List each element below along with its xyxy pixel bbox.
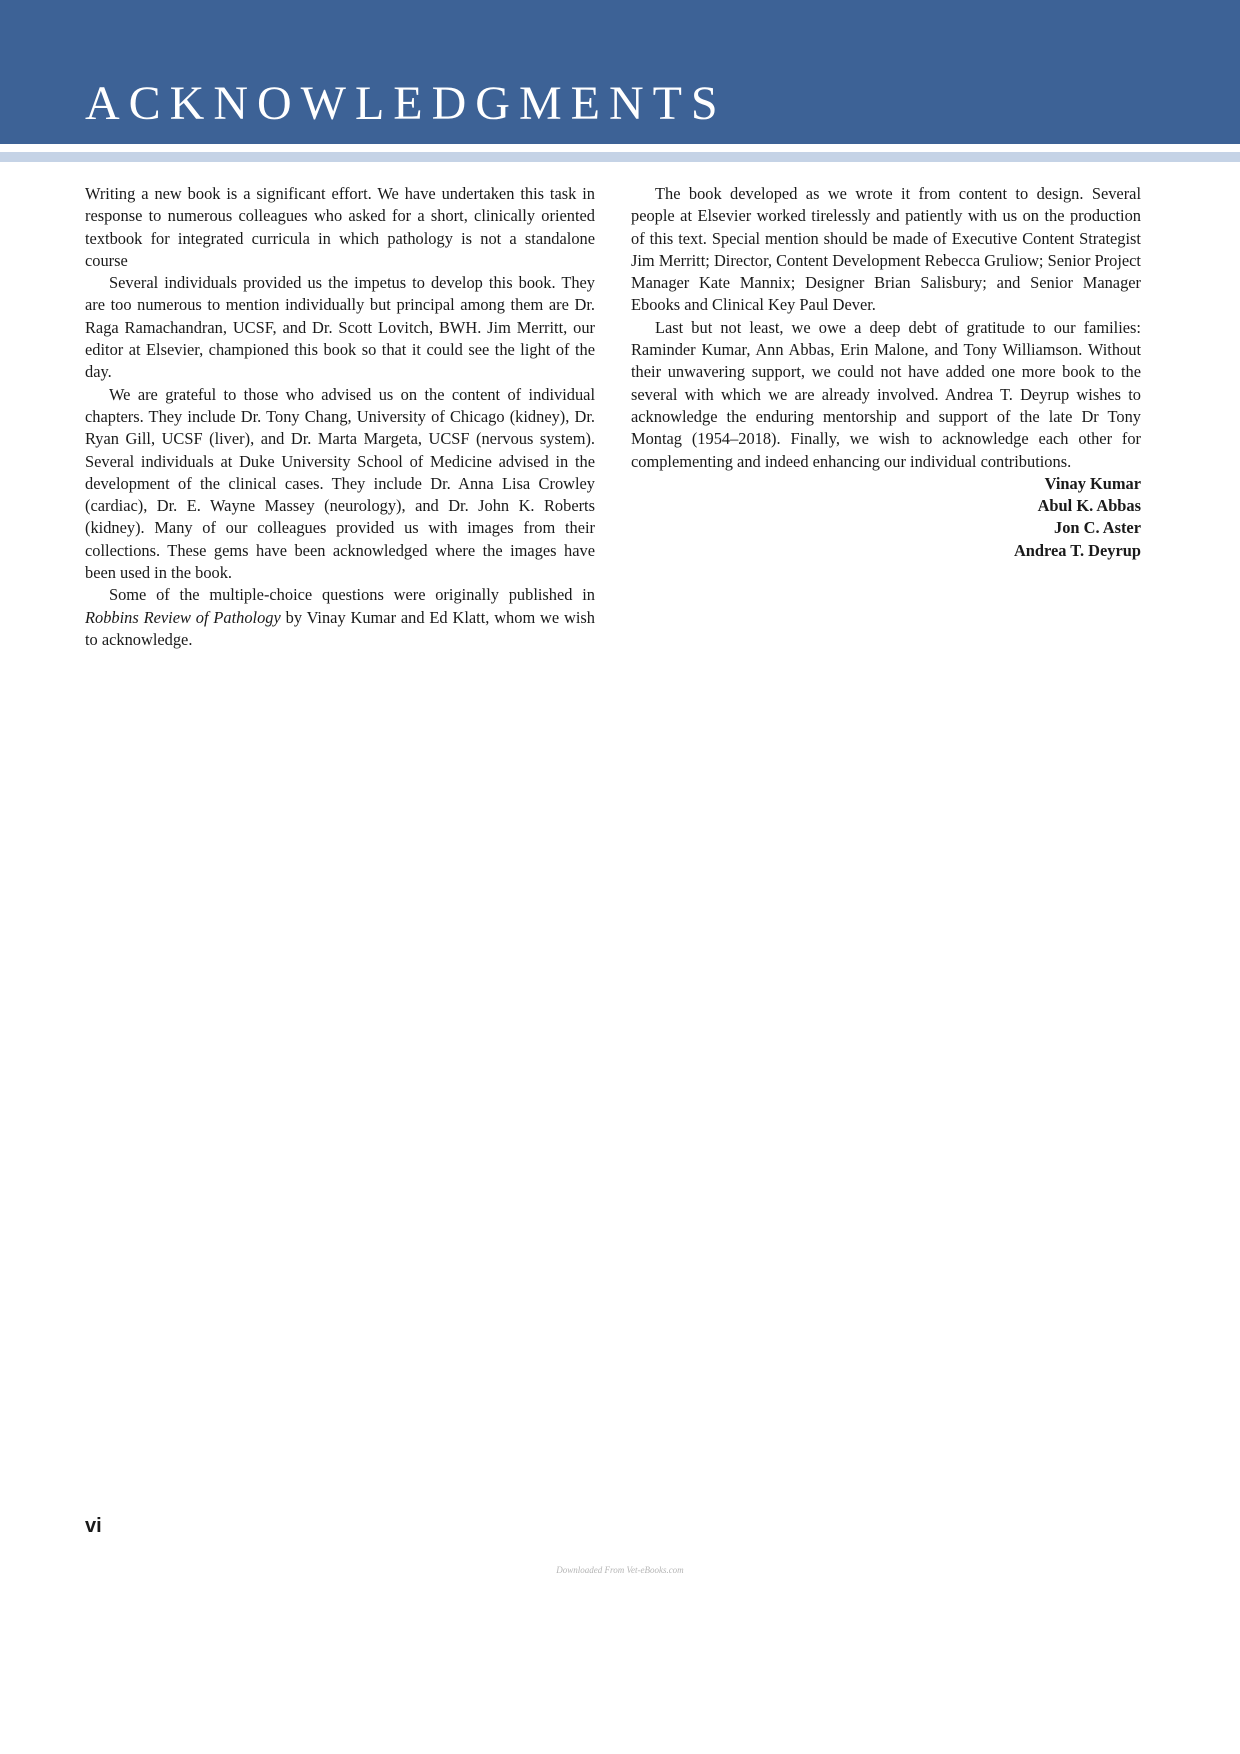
page-number: vi — [85, 1515, 102, 1537]
paragraph-advisors: We are grateful to those who advised us on the content of individual chapters. They include Dr. Tony Chang, University of Chicago (kidney), Dr. Ryan Gill, UCSF (liver), and Dr. Marta Margeta, UCSF (nervous system). Several individuals at Duke University School of Medicine advised in the development of the clinical cases. They include Dr. Anna Lisa Crowley (cardiac), Dr. E. Wayne Massey (neurology), and Dr. John K. Roberts (kidney). Many of our colleagues provided us with images from their collections. These gems have been acknowledged where the images have been used in the book. — [85, 384, 595, 583]
paragraph-questions-lead: Some of the multiple-choice questions were originally published in — [109, 585, 595, 605]
signature-block — [631, 473, 1141, 562]
signature-name: Jon C. Aster — [1054, 518, 1141, 538]
book-title-reference: Robbins Review of Pathology — [85, 607, 281, 627]
paragraph-families: Last but not least, we owe a deep debt of gratitude to our families: Raminder Kumar, Ann Abbas, Erin Malone, and Tony Williamson. Without their unwavering support, we could not have added one more book to the several with which we are already involved. Andrea T. Deyrup wishes to acknowledge the enduring mentorship and support of the late Dr Tony Montag (1954–2018). Finally, we wish to acknowledge each other for complementing and indeed enhancing our individual contributions. — [631, 317, 1141, 471]
right-column — [631, 183, 1141, 562]
download-watermark: Downloaded From Vet-eBooks.com — [556, 1565, 684, 1575]
paragraph-impetus: Several individuals provided us the impetus to develop this book. They are too numerous to mention individually but principal among them are Dr. Raga Ramachandran, UCSF, and Dr. Scott Lovitch, BWH. Jim Merritt, our editor at Elsevier, championed this book so that it could see the light of the day. — [85, 273, 595, 382]
signature-name: Vinay Kumar — [1044, 473, 1141, 493]
page-title: ACKNOWLEDGMENTS — [85, 77, 727, 130]
left-column — [85, 183, 595, 651]
paragraph-questions-tail: by Vinay Kumar and Ed Klatt, whom we wish to acknowledge. — [85, 607, 596, 649]
paragraph-questions — [85, 584, 595, 651]
header-divider — [0, 152, 1240, 162]
signature-name: Andrea T. Deyrup — [1013, 540, 1141, 560]
signature-name: Abul K. Abbas — [1037, 496, 1141, 516]
header-band — [0, 0, 1240, 144]
paragraph-intro: Writing a new book is a significant effort. We have undertaken this task in response to numerous colleagues who asked for a short, clinically oriented textbook for integrated curricula in which pathology is not a standalone course — [85, 184, 595, 270]
paragraph-production: The book developed as we wrote it from content to design. Several people at Elsevier worked tirelessly and patiently with us on the production of this text. Special mention should be made of Executive Content Strategist Jim Merritt; Director, Content Development Rebecca Gruliow; Senior Project Manager Kate Mannix; Designer Brian Salisbury; and Senior Manager Ebooks and Clinical Key Paul Dever. — [631, 184, 1141, 315]
